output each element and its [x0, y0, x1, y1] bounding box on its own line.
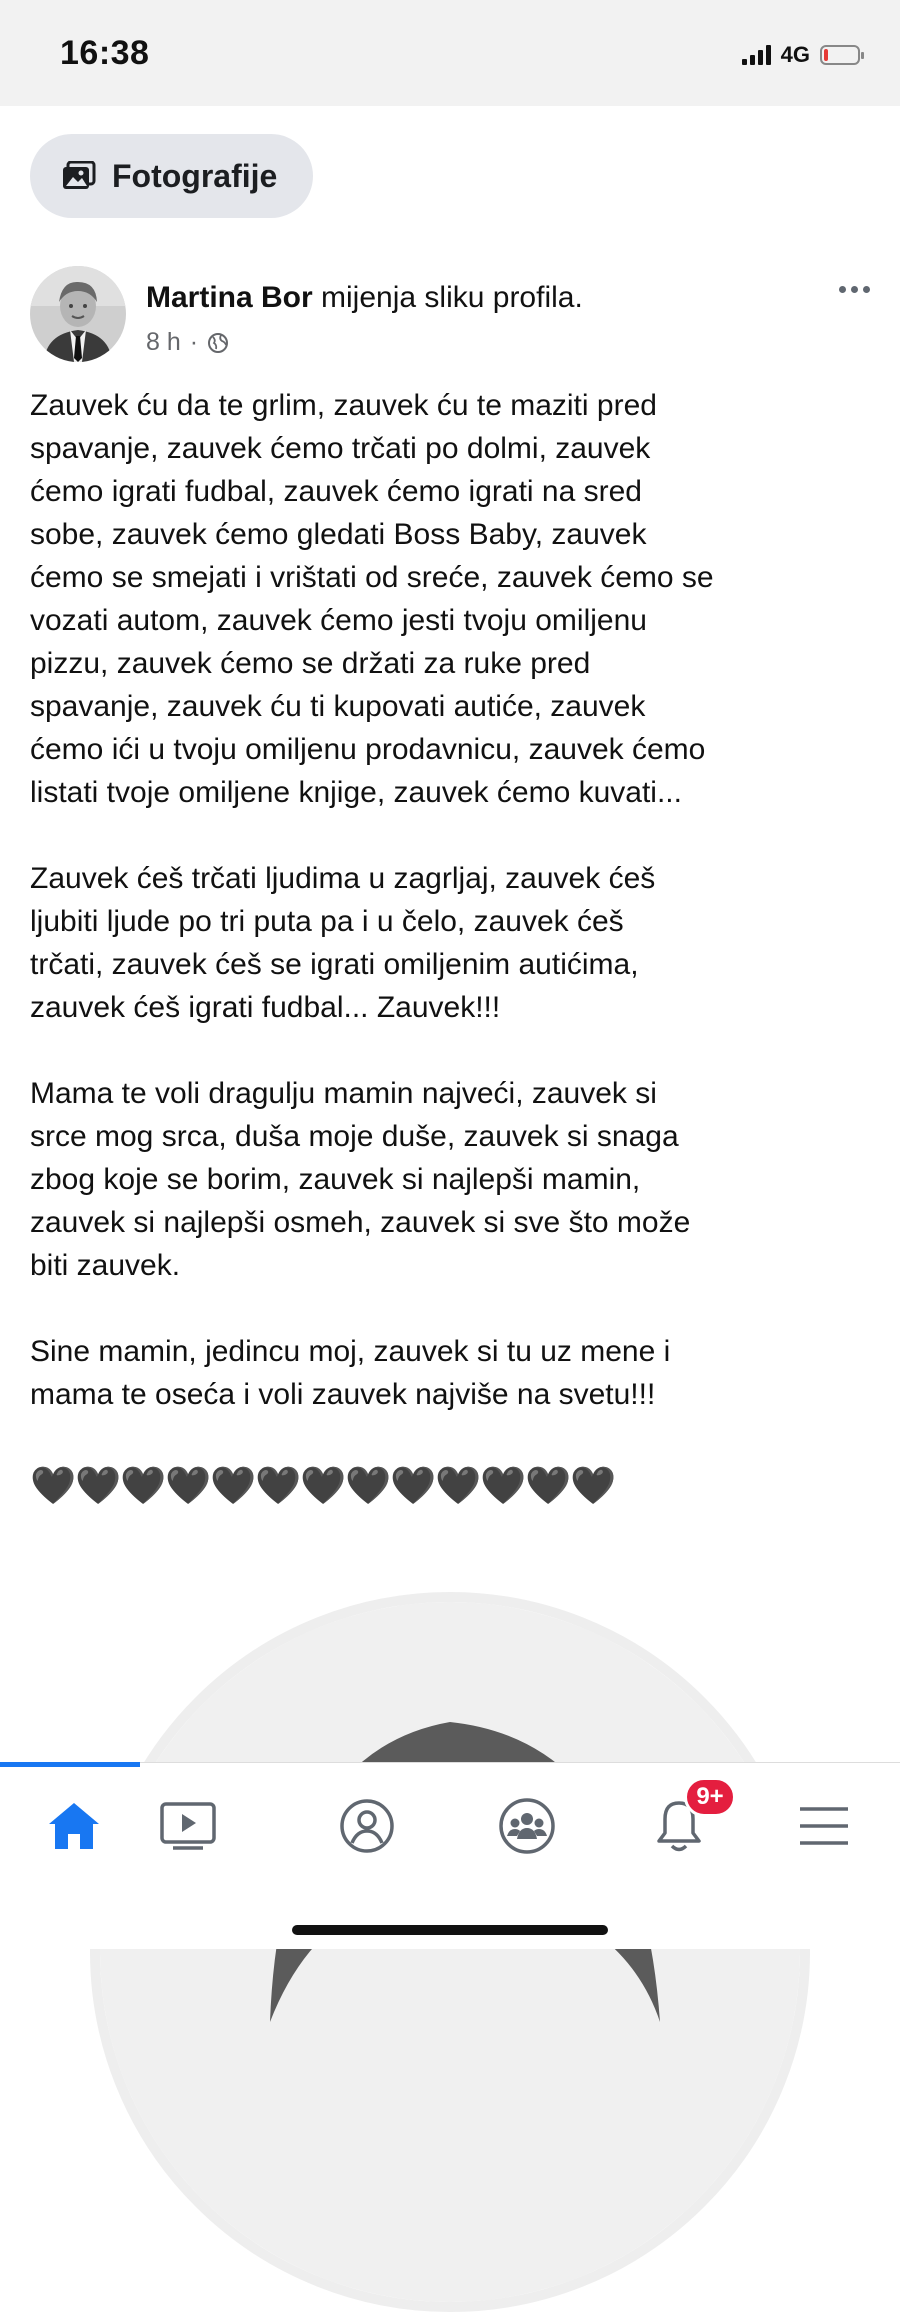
post-text-line: Zauvek ću da te grlim, zauvek ću te maziti pred [30, 389, 657, 422]
post-text-line: mama te oseća i voli zauvek najviše na svetu!!! [30, 1378, 656, 1411]
globe-icon [207, 332, 229, 354]
post-body [30, 384, 878, 1459]
active-tab-indicator [0, 1762, 140, 1767]
post-meta [146, 328, 229, 357]
status-indicators [742, 42, 860, 68]
black-heart-emoji: 🖤 [75, 1465, 122, 1506]
network-type: 4G [780, 42, 810, 67]
black-heart-emoji: 🖤 [435, 1465, 482, 1506]
black-heart-emoji: 🖤 [255, 1465, 302, 1506]
black-heart-emoji: 🖤 [120, 1465, 167, 1506]
signal-icon [742, 45, 771, 65]
black-heart-emoji: 🖤 [300, 1465, 347, 1506]
post-text-line: ćemo se smejati i vrištati od sreće, zauvek ćemo se [30, 561, 714, 594]
post-text-line: zauvek si najlepši osmeh, zauvek si sve što može [30, 1206, 691, 1239]
photos-icon [62, 161, 96, 191]
photos-filter-chip[interactable] [30, 134, 313, 218]
hearts-row [30, 1462, 615, 1510]
nav-watch[interactable] [143, 1791, 233, 1861]
post-text-line: zbog koje se borim, zauvek si najlepši mamin, [30, 1163, 641, 1196]
post-paragraph [30, 857, 878, 1029]
post-text-line: sobe, zauvek ćemo gledati Boss Baby, zauvek [30, 518, 647, 551]
groups-icon [498, 1797, 556, 1855]
post-text-line: spavanje, zauvek ćemo trčati po dolmi, zauvek [30, 432, 651, 465]
nav-home[interactable] [29, 1791, 119, 1861]
status-time: 16:38 [60, 34, 150, 72]
post-text-line: pizzu, zauvek ćemo se držati za ruke pred [30, 647, 591, 680]
post-paragraph [30, 1330, 878, 1416]
post-text-line: spavanje, zauvek ću ti kupovati autiće, zauvek [30, 690, 646, 723]
author-name[interactable]: Martina Bor [146, 281, 313, 314]
post-text-line: vozati autom, zauvek ćemo jesti tvoju omiljenu [30, 604, 647, 637]
black-heart-emoji: 🖤 [345, 1465, 392, 1506]
black-heart-emoji: 🖤 [525, 1465, 572, 1506]
author-avatar[interactable] [30, 266, 126, 362]
status-bar [0, 0, 900, 106]
post-paragraph [30, 384, 878, 814]
more-dot [839, 286, 846, 293]
home-indicator-bar[interactable] [292, 1925, 608, 1935]
post-text-line: Zauvek ćeš trčati ljudima u zagrljaj, zauvek ćeš [30, 862, 656, 895]
post-text-line: srce mog srca, duša moje duše, zauvek si snaga [30, 1120, 679, 1153]
nav-menu[interactable] [779, 1791, 869, 1861]
black-heart-emoji: 🖤 [570, 1465, 617, 1506]
post-text-line: trčati, zauvek ćeš se igrati omiljenim autićima, [30, 948, 639, 981]
black-heart-emoji: 🖤 [165, 1465, 212, 1506]
post-time[interactable]: 8 h [146, 328, 181, 356]
black-heart-emoji: 🖤 [30, 1465, 77, 1506]
post-author-line [146, 281, 583, 315]
black-heart-emoji: 🖤 [210, 1465, 257, 1506]
battery-icon [820, 45, 860, 65]
post-text-line: listati tvoje omiljene knjige, zauvek ćemo kuvati... [30, 776, 682, 809]
post-text-line: biti zauvek. [30, 1249, 181, 1282]
black-heart-emoji: 🖤 [390, 1465, 437, 1506]
post-paragraph [30, 1072, 878, 1287]
more-dot [851, 286, 858, 293]
meta-separator: · [189, 328, 199, 356]
home-icon [46, 1800, 102, 1852]
video-icon [159, 1801, 217, 1851]
post-text-line: Sine mamin, jedincu moj, zauvek si tu uz mene i [30, 1335, 671, 1368]
profile-icon [339, 1798, 395, 1854]
nav-groups[interactable] [482, 1791, 572, 1861]
more-dot [863, 286, 870, 293]
photos-chip-label: Fotografije [112, 157, 278, 194]
post-options-button[interactable] [839, 286, 870, 293]
post-text-line: zauvek ćeš igrati fudbal... Zauvek!!! [30, 991, 501, 1024]
black-heart-emoji: 🖤 [480, 1465, 527, 1506]
bottom-navigation [0, 1762, 900, 1949]
post-text-line: ljubiti ljude po tri puta pa i u čelo, zauvek ćeš [30, 905, 624, 938]
post-text-line: ćemo igrati fudbal, zauvek ćemo igrati na sred [30, 475, 642, 508]
post-action-text: mijenja sliku profila. [321, 281, 583, 314]
notification-badge: 9+ [684, 1777, 736, 1817]
hamburger-menu-icon [797, 1804, 851, 1848]
new-profile-photo[interactable] [90, 1592, 810, 2312]
nav-profile[interactable] [322, 1791, 412, 1861]
post-text-line: ćemo ići u tvoju omiljenu prodavnicu, zauvek ćemo [30, 733, 706, 766]
post-text-line: Mama te voli dragulju mamin najveći, zauvek si [30, 1077, 657, 1110]
